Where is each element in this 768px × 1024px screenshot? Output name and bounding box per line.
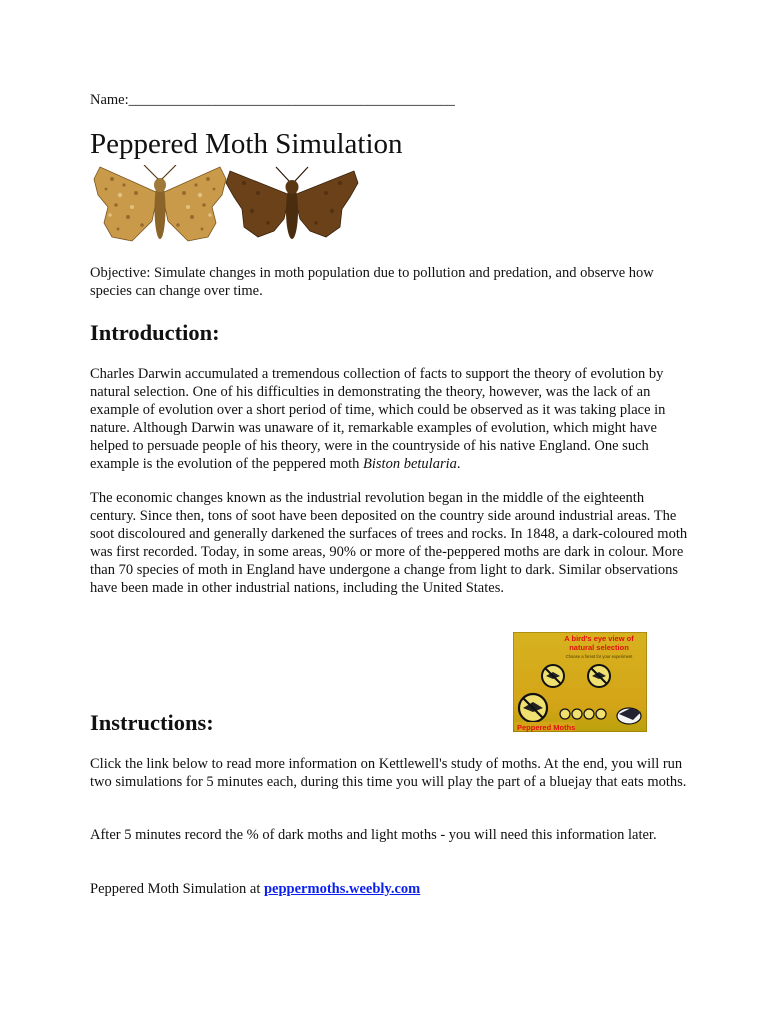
introduction-paragraph-1	[90, 365, 690, 473]
simulation-link[interactable]: peppermoths.weebly.com	[263, 881, 421, 897]
moth-images	[92, 165, 362, 247]
badge-title-line-2: natural selection	[569, 643, 629, 652]
badge-subline: Choose a forest for your experiment	[565, 654, 633, 659]
no-bird-icon	[542, 665, 564, 687]
species-name: Biston betularia	[363, 456, 457, 472]
name-field-label: Name:_____________________________________________	[90, 92, 455, 108]
instructions-paragraph-1: Click the link below to read more information on Kettlewell's study of moths. At the end, you will run two simulations for 5 minutes each, during this time you will play the part of a bluejay that eats moths.	[90, 756, 687, 790]
light-peppered-moth-image	[94, 165, 226, 241]
introduction-p1-text: Charles Darwin accumulated a tremendous collection of facts to support the theory of evolution by natural selection. One of his difficulties in demonstrating the theory, however, was the lack of an example of evolution over a short period of time, which could be observed as it was taking place in nature. Although Darwin was unaware of it, remarkable examples of evolution, which might have helped to persuade people of his theory, were in the countryside of his native England. One such example is the evolution of the peppered moth	[90, 366, 666, 472]
introduction-p1-end: .	[456, 456, 461, 472]
instructions-heading: Instructions:	[90, 710, 214, 735]
no-bird-large-icon	[519, 694, 547, 722]
introduction-paragraph-2: The economic changes known as the industrial revolution began in the middle of the eighteenth century. Since then, tons of soot have been deposited on the country side around industrial areas. The soot discoloured and generally darkened the surfaces of trees and rocks. In 1848, a dark-coloured moth was first recorded. Today, in some areas, 90% or more of the-peppered moths are dark in colour. More than 70 species of moth in England have undergone a change from light to dark. Similar observations have been made in other industrial nations, including the United States.	[90, 490, 688, 596]
introduction-heading: Introduction:	[90, 320, 220, 345]
badge-caption: Peppered Moths	[517, 723, 576, 732]
bird-icon	[617, 708, 641, 724]
no-bird-icon	[588, 665, 610, 687]
simulation-link-prefix: Peppered Moth Simulation at	[90, 881, 264, 897]
page-title: Peppered Moth Simulation	[90, 128, 403, 160]
objective-text: Objective: Simulate changes in moth population due to pollution and predation, and observe how species can change over time.	[90, 265, 654, 299]
instructions-paragraph-2: After 5 minutes record the % of dark moths and light moths - you will need this information later.	[90, 827, 657, 843]
dark-peppered-moth-image	[226, 167, 358, 239]
badge-title-line-1: A bird's eye view of	[564, 634, 634, 643]
natural-selection-badge-image	[513, 632, 647, 732]
simulation-link-line	[90, 880, 690, 898]
